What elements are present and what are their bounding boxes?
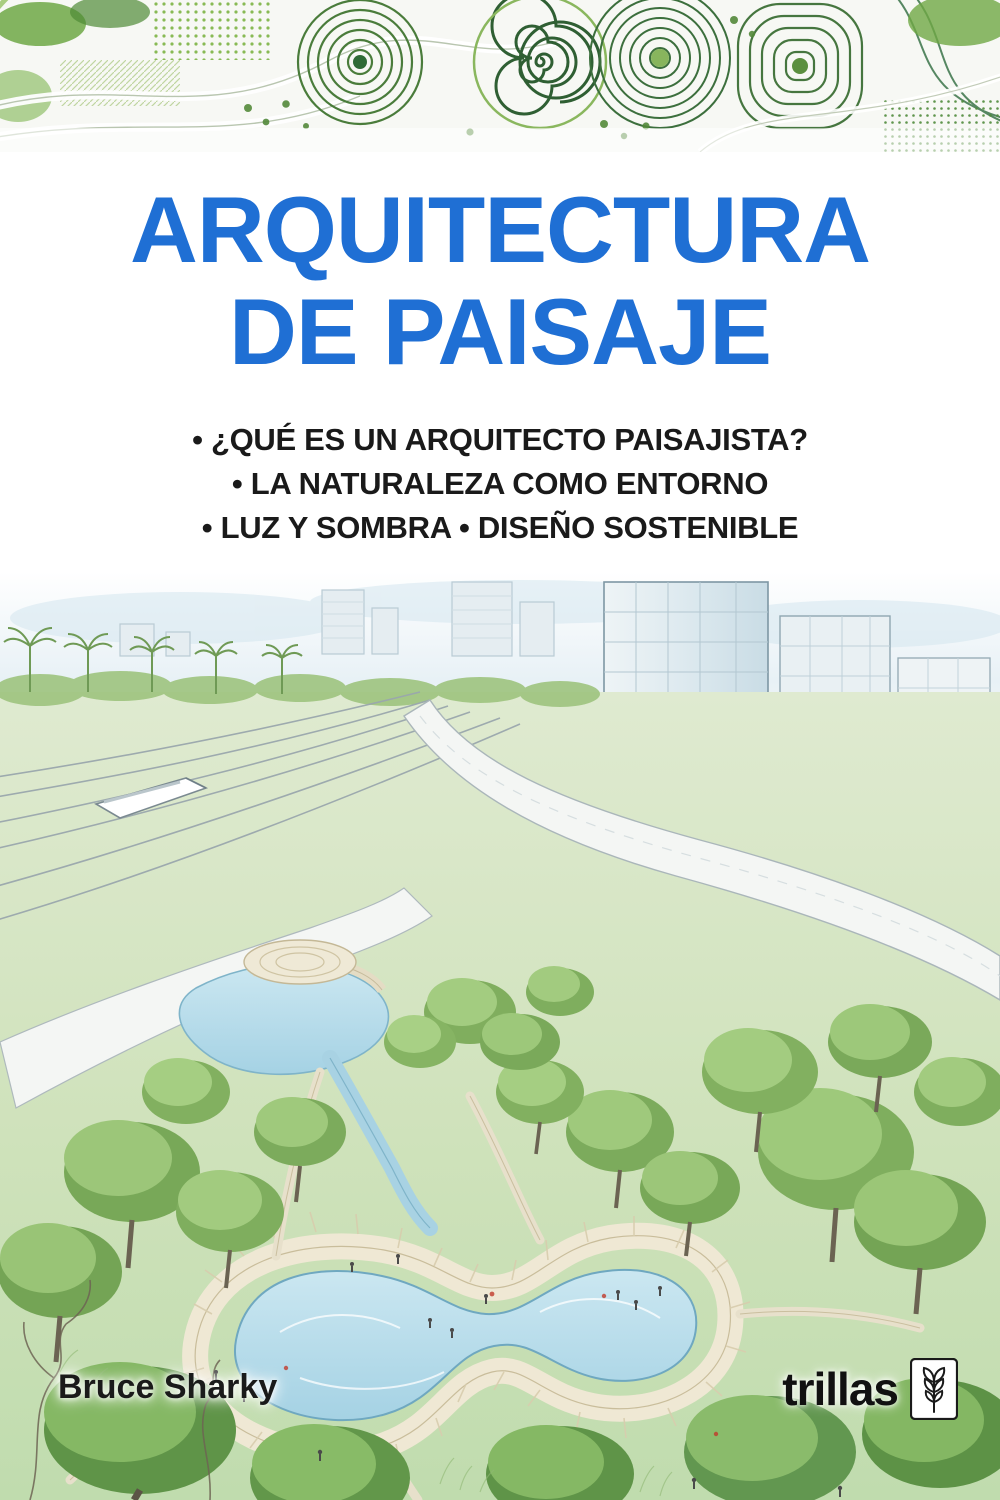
wheat-sheaf-icon — [910, 1358, 958, 1420]
page-title — [0, 152, 1000, 385]
author-name: Bruce Sharky — [58, 1368, 278, 1406]
title-line-1: ARQUITECTURA — [130, 177, 870, 282]
subtitle-line-1: • ¿QUÉ ES UN ARQUITECTO PAISAJISTA? — [192, 422, 808, 457]
publisher-name: trillas — [782, 1363, 898, 1415]
subtitle-line-2: • LA NATURALEZA COMO ENTORNO — [231, 466, 769, 502]
aerial-landscape-pattern-illustration — [0, 0, 1000, 152]
subtitle-line-3: • LUZ Y SOMBRA • DISEÑO SOSTENIBLE — [201, 510, 799, 546]
title-line-2: DE PAISAJE — [229, 279, 771, 385]
subtitle-list — [0, 418, 1000, 550]
publisher — [782, 1358, 958, 1420]
